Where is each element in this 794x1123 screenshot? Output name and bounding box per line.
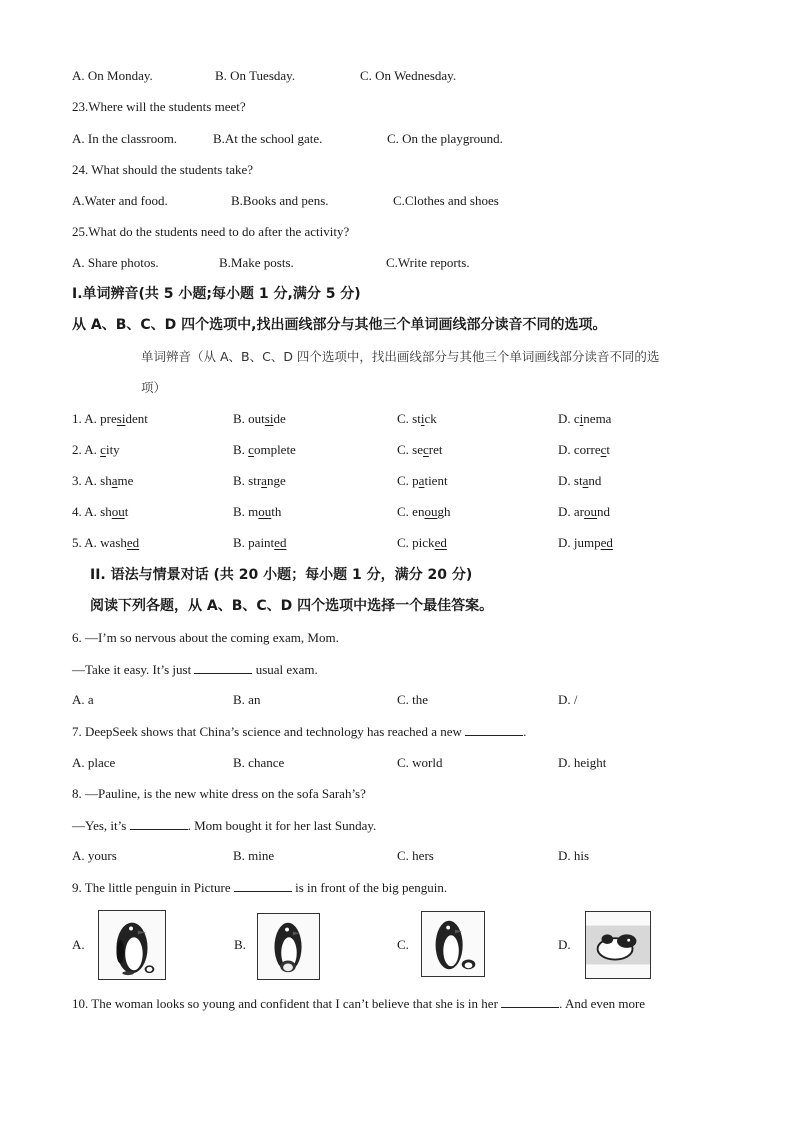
- phonics-option: C. stick: [397, 411, 437, 426]
- q6-line2: —Take it easy. It’s just usual exam.: [72, 662, 318, 677]
- underlined-part: ou: [584, 504, 597, 519]
- q10-blank: [501, 995, 559, 1008]
- q8-blank: [130, 817, 188, 830]
- q8-option-c: C. hers: [397, 848, 434, 863]
- option-letter: 4. A.: [72, 504, 101, 519]
- q6-option-b: B. an: [233, 692, 261, 707]
- q6-option-a: A. a: [72, 692, 94, 707]
- option-letter: B.: [233, 535, 249, 550]
- option-letter: D.: [558, 504, 574, 519]
- q24-stem: 24. What should the students take?: [72, 162, 254, 177]
- section1-sub-instruction-1: 单词辨音（从 A、B、C、D 四个选项中，找出画线部分与其他三个单词画线部分读音不同的选: [141, 349, 660, 364]
- q25-option-b: B.Make posts.: [219, 255, 294, 270]
- q6-blank: [194, 661, 252, 674]
- q6-line1: 6. —I’m so nervous about the coming exam, Mom.: [72, 630, 339, 645]
- phonics-option: C. secret: [397, 442, 443, 457]
- underlined-part: c: [600, 442, 607, 457]
- underlined-part: ou: [258, 504, 272, 519]
- q6-option-c: C. the: [397, 692, 429, 707]
- underlined-part: c: [423, 442, 429, 457]
- q6-option-d: D. /: [558, 692, 578, 707]
- section1-instruction: 从 A、B、C、D 四个选项中,找出画线部分与其他三个单词画线部分读音不同的选项。: [72, 317, 607, 333]
- option-letter: D.: [558, 535, 574, 550]
- phonics-option: C. patient: [397, 473, 448, 488]
- underlined-part: a: [582, 473, 589, 488]
- section2-heading: II. 语法与情景对话 (共 20 小题；每小题 1 分，满分 20 分): [90, 567, 473, 583]
- q10-stem: 10. The woman looks so young and confident that I can’t believe that she is in her . And even more: [72, 996, 646, 1011]
- q8-line1: 8. —Pauline, is the new white dress on the sofa Sarah’s?: [72, 786, 366, 801]
- option-letter: D.: [558, 411, 574, 426]
- section2-instruction: 阅读下列各题，从 A、B、C、D 四个选项中选择一个最佳答案。: [90, 598, 494, 614]
- phonics-option: B. outside: [233, 411, 286, 426]
- q7-option-c: C. world: [397, 755, 443, 770]
- phonics-option: 4. A. shout: [72, 504, 129, 519]
- section1-heading: I.单词辨音(共 5 小题;每小题 1 分,满分 5 分): [72, 286, 361, 302]
- q7-stem: 7. DeepSeek shows that China’s science and technology has reached a new .: [72, 724, 527, 739]
- underlined-part: c: [248, 442, 254, 457]
- q22-option-c: C. On Wednesday.: [360, 68, 457, 83]
- underlined-part: a: [111, 473, 118, 488]
- penguin-picture-c[interactable]: [421, 911, 485, 977]
- option-letter: B.: [233, 504, 249, 519]
- phonics-option: D. jumped: [558, 535, 613, 550]
- phonics-option: 2. A. city: [72, 442, 120, 457]
- phonics-option: D. cinema: [558, 411, 612, 426]
- underlined-part: ou: [424, 504, 438, 519]
- phonics-option: D. around: [558, 504, 610, 519]
- phonics-option: B. mouth: [233, 504, 282, 519]
- q8-option-d: D. his: [558, 848, 590, 863]
- underlined-part: si: [264, 411, 274, 426]
- q22-option-b: B. On Tuesday.: [215, 68, 296, 83]
- phonics-option: B. complete: [233, 442, 296, 457]
- option-letter: B.: [233, 411, 249, 426]
- option-letter: D.: [558, 473, 574, 488]
- option-letter: C.: [397, 442, 413, 457]
- option-letter: 2. A.: [72, 442, 101, 457]
- option-letter: B.: [233, 473, 249, 488]
- q9-blank: [234, 879, 292, 892]
- underlined-part: ed: [274, 535, 287, 550]
- q25-stem: 25.What do the students need to do after the activity?: [72, 224, 350, 239]
- q23-option-a: A. In the classroom.: [72, 131, 178, 146]
- section1-sub-instruction-2: 项）: [141, 380, 167, 395]
- option-letter: C.: [397, 473, 413, 488]
- option-letter: 3. A.: [72, 473, 101, 488]
- penguin-c-icon: [422, 912, 484, 976]
- q7-option-a: A. place: [72, 755, 116, 770]
- phonics-option: 3. A. shame: [72, 473, 134, 488]
- penguin-picture-d[interactable]: [585, 911, 651, 979]
- underlined-part: ou: [111, 504, 125, 519]
- q9-option-d-label: D.: [558, 937, 571, 952]
- penguin-b-icon: [258, 914, 319, 979]
- q9-option-b-label: B.: [234, 937, 246, 952]
- phonics-option: B. painted: [233, 535, 287, 550]
- q25-option-a: A. Share photos.: [72, 255, 159, 270]
- phonics-option: 1. A. president: [72, 411, 148, 426]
- q7-option-b: B. chance: [233, 755, 285, 770]
- q24-option-a: A.Water and food.: [72, 193, 168, 208]
- underlined-part: i: [420, 411, 425, 426]
- option-letter: C.: [397, 411, 413, 426]
- option-letter: 1. A.: [72, 411, 101, 426]
- q9-stem: 9. The little penguin in Picture is in front of the big penguin.: [72, 880, 448, 895]
- q24-option-c: C.Clothes and shoes: [393, 193, 499, 208]
- phonics-option: C. picked: [397, 535, 447, 550]
- q22-option-a: A. On Monday.: [72, 68, 153, 83]
- underlined-part: a: [261, 473, 267, 488]
- option-letter: D.: [558, 442, 574, 457]
- q7-blank: [465, 723, 523, 736]
- underlined-part: ed: [126, 535, 140, 550]
- q23-stem: 23.Where will the students meet?: [72, 99, 246, 114]
- underlined-part: i: [579, 411, 584, 426]
- q8-line2: —Yes, it’s . Mom bought it for her last Sunday.: [72, 818, 377, 833]
- q8-option-a: A. yours: [72, 848, 117, 863]
- underlined-part: si: [116, 411, 126, 426]
- q23-option-c: C. On the playground.: [387, 131, 503, 146]
- q8-option-b: B. mine: [233, 848, 275, 863]
- option-letter: C.: [397, 504, 413, 519]
- option-letter: B.: [233, 442, 249, 457]
- penguin-a-icon: [99, 911, 165, 979]
- underlined-part: a: [418, 473, 425, 488]
- penguin-d-icon: [586, 912, 650, 978]
- q24-option-b: B.Books and pens.: [231, 193, 329, 208]
- q9-option-c-label: C.: [397, 937, 409, 952]
- q9-option-a-label: A.: [72, 937, 85, 952]
- q25-option-c: C.Write reports.: [386, 255, 470, 270]
- phonics-option: 5. A. washed: [72, 535, 140, 550]
- phonics-option: B. strange: [233, 473, 286, 488]
- phonics-option: D. correct: [558, 442, 610, 457]
- underlined-part: ed: [434, 535, 447, 550]
- option-letter: 5. A.: [72, 535, 101, 550]
- phonics-option: D. stand: [558, 473, 602, 488]
- underlined-part: c: [100, 442, 106, 457]
- q7-option-d: D. height: [558, 755, 607, 770]
- underlined-part: ed: [600, 535, 613, 550]
- q23-option-b: B.At the school gate.: [213, 131, 323, 146]
- penguin-picture-b[interactable]: [257, 913, 320, 980]
- phonics-option: C. enough: [397, 504, 451, 519]
- penguin-picture-a[interactable]: [98, 910, 166, 980]
- option-letter: C.: [397, 535, 413, 550]
